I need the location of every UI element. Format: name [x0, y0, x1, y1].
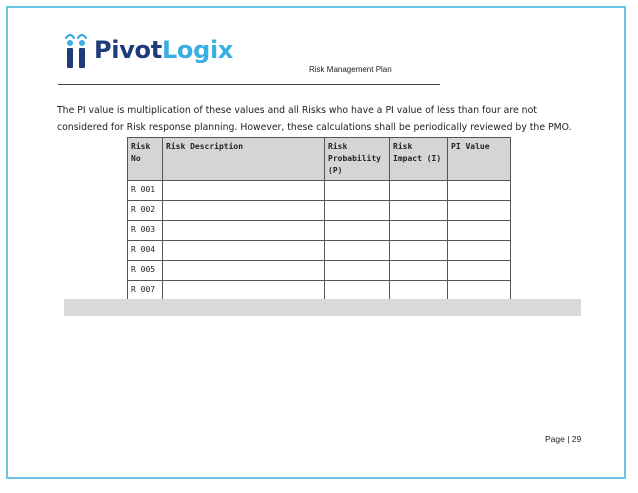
document-header-title: Risk Management Plan: [309, 65, 392, 74]
table-row: [128, 221, 511, 241]
risk-table: [127, 137, 511, 302]
cell-risk-impact: [390, 181, 448, 201]
table-row: [128, 201, 511, 221]
pi-value-paragraph: The PI value is multiplication of these values and all Risks who have a PI value of less than four are not considered for Risk response planning. However, these calculations shall be periodically reviewed by the PMO.: [57, 105, 572, 133]
table-row: [128, 261, 511, 281]
cell-risk-probability: [325, 241, 390, 261]
cell-risk-probability: [325, 181, 390, 201]
cell-risk-description: [163, 261, 325, 281]
cell-risk-impact: [390, 201, 448, 221]
header-divider: [58, 84, 440, 85]
header-risk-description: Risk Description: [163, 138, 325, 181]
cell-risk-no: R 001: [128, 181, 163, 201]
logo-mark-icon: [64, 30, 88, 70]
cell-pi-value: [448, 241, 511, 261]
grey-band: [64, 299, 581, 316]
table-header-row: [128, 138, 511, 181]
cell-pi-value: [448, 261, 511, 281]
header-risk-impact: Risk Impact (I): [390, 138, 448, 181]
cell-pi-value: [448, 201, 511, 221]
table-row: [128, 181, 511, 201]
header-risk-no: Risk No: [128, 138, 163, 181]
cell-risk-probability: [325, 261, 390, 281]
cell-risk-no: R 005: [128, 261, 163, 281]
cell-risk-no: R 007: [128, 281, 163, 302]
cell-risk-description: [163, 181, 325, 201]
table-row: [128, 241, 511, 261]
cell-risk-probability: [325, 201, 390, 221]
cell-risk-impact: [390, 241, 448, 261]
cell-risk-description: [163, 201, 325, 221]
cell-risk-impact: [390, 261, 448, 281]
header-risk-probability: Risk Probability (P): [325, 138, 390, 181]
cell-pi-value: [448, 221, 511, 241]
logo-word-part1: Pivot: [94, 36, 162, 64]
cell-risk-no: R 004: [128, 241, 163, 261]
cell-risk-description: [163, 221, 325, 241]
logo-word-part2: Logix: [161, 36, 234, 64]
pivotlogix-logo: [64, 30, 233, 70]
header-pi-value: PI Value: [448, 138, 511, 181]
cell-risk-description: [163, 241, 325, 261]
cell-pi-value: [448, 181, 511, 201]
logo-wordmark: [94, 36, 233, 64]
cell-risk-no: R 003: [128, 221, 163, 241]
cell-risk-impact: [390, 221, 448, 241]
page-number: Page | 29: [545, 434, 582, 444]
cell-risk-no: R 002: [128, 201, 163, 221]
cell-risk-probability: [325, 221, 390, 241]
